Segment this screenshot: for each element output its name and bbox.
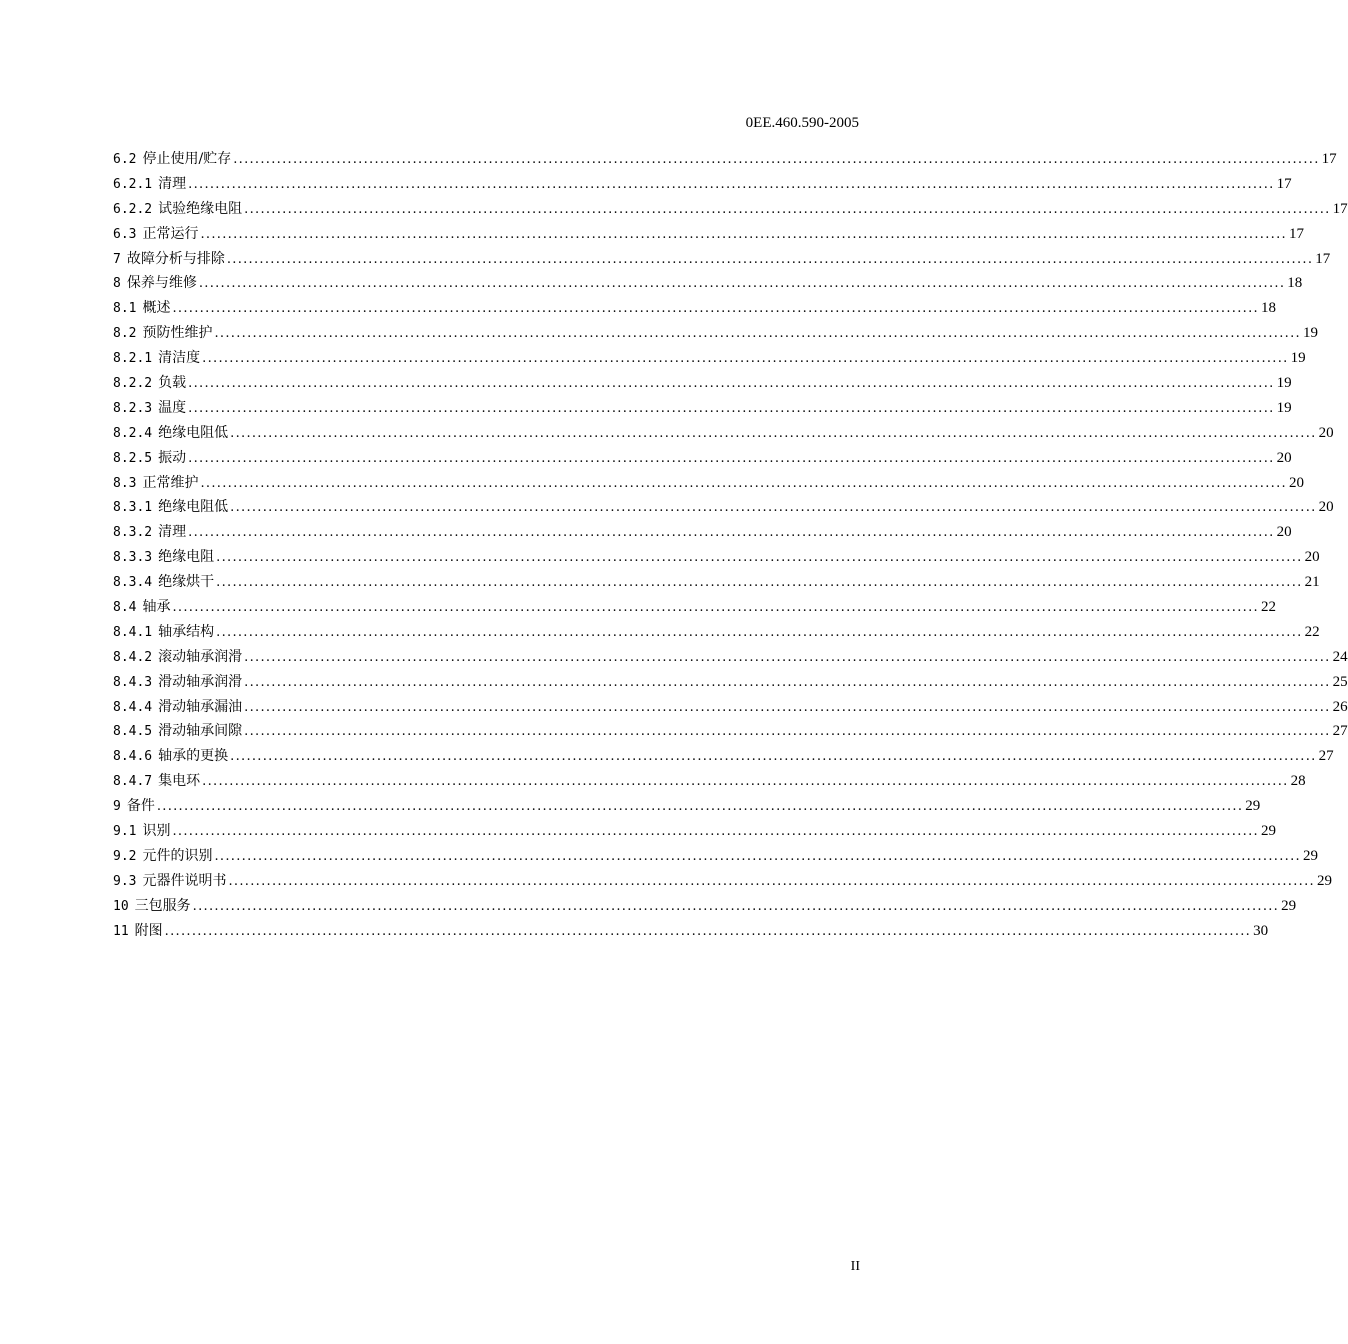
- toc-entry-title: 负载: [158, 375, 187, 392]
- toc-entry-number: 9.1: [113, 824, 137, 840]
- toc-entry-title: 试验绝缘电阻: [158, 200, 243, 217]
- table-of-contents: [113, 148, 1348, 945]
- toc-entry-number: 8.4.4: [113, 699, 153, 715]
- dot-leader: ........................................................................................................................................................................................................: [172, 301, 1259, 317]
- toc-entry-title: 停止使用/贮存: [142, 151, 232, 167]
- toc-entry-number: 8.3.1: [113, 500, 153, 516]
- toc-entry-title: 振动: [158, 449, 187, 466]
- toc-entry-number: 8.3.4: [113, 575, 153, 591]
- toc-entry-number: 9.3: [113, 873, 137, 889]
- dot-leader: ........................................................................................................................................................................................................: [188, 400, 1275, 416]
- toc-entry-number: 8.2.5: [113, 450, 153, 466]
- toc-entry[interactable]: [113, 347, 1306, 372]
- toc-entry[interactable]: [113, 546, 1320, 571]
- toc-entry[interactable]: [113, 272, 1303, 297]
- dot-leader: ........................................................................................................................................................................................................: [188, 176, 1275, 192]
- toc-entry-number: 8.4: [113, 600, 137, 616]
- toc-entry-page: 28: [1290, 773, 1306, 790]
- toc-entry-page: 17: [1276, 175, 1292, 192]
- toc-entry-title: 轴承: [142, 599, 171, 616]
- toc-entry-number: 8.3: [113, 475, 137, 491]
- toc-entry-number: 8.4.5: [113, 724, 153, 740]
- toc-entry-number: 8.4.6: [113, 749, 153, 765]
- toc-entry-page: 29: [1302, 847, 1318, 864]
- dot-leader: ........................................................................................................................................................................................................: [226, 251, 1314, 267]
- dot-leader: ........................................................................................................................................................................................................: [202, 351, 1289, 367]
- toc-entry[interactable]: [113, 472, 1304, 497]
- toc-entry-title: 绝缘电阻低: [158, 424, 229, 441]
- toc-entry-title: 元件的识别: [142, 847, 213, 864]
- toc-entry-number: 9.2: [113, 848, 137, 864]
- toc-entry-title: 轴承结构: [158, 623, 215, 640]
- toc-entry-title: 概述: [142, 300, 171, 317]
- dot-leader: ........................................................................................................................................................................................................: [233, 152, 1320, 167]
- toc-entry[interactable]: [113, 745, 1334, 770]
- dot-leader: ........................................................................................................................................................................................................: [172, 824, 1259, 840]
- toc-entry[interactable]: [113, 646, 1348, 671]
- toc-entry[interactable]: [113, 795, 1261, 820]
- toc-entry-number: 8.2.4: [113, 425, 153, 441]
- toc-entry[interactable]: [113, 920, 1269, 945]
- toc-entry-title: 清理: [158, 175, 187, 192]
- toc-entry[interactable]: [113, 198, 1348, 223]
- toc-entry-page: 19: [1276, 375, 1292, 392]
- toc-entry-page: 22: [1260, 599, 1276, 616]
- page-number: II: [850, 1259, 860, 1274]
- dot-leader: ........................................................................................................................................................................................................: [172, 600, 1259, 616]
- toc-entry-title: 温度: [158, 399, 187, 416]
- toc-entry-title: 备件: [126, 798, 155, 815]
- toc-entry-title: 集电环: [158, 773, 201, 790]
- toc-entry-title: 绝缘电阻低: [158, 499, 229, 516]
- toc-entry-number: 8.1: [113, 301, 137, 317]
- toc-entry[interactable]: [113, 845, 1318, 870]
- dot-leader: ........................................................................................................................................................................................................: [214, 326, 1301, 342]
- toc-entry[interactable]: [113, 720, 1348, 745]
- toc-entry-title: 保养与维修: [126, 275, 197, 292]
- toc-entry[interactable]: [113, 372, 1292, 397]
- toc-entry[interactable]: [113, 621, 1320, 646]
- toc-entry[interactable]: [113, 496, 1334, 521]
- toc-entry[interactable]: [113, 596, 1276, 621]
- toc-entry[interactable]: [113, 223, 1304, 248]
- toc-entry-number: 8.2.3: [113, 400, 153, 416]
- dot-leader: ........................................................................................................................................................................................................: [216, 575, 1303, 591]
- dot-leader: ........................................................................................................................................................................................................: [200, 226, 1287, 242]
- toc-entry-page: 17: [1315, 250, 1331, 267]
- toc-entry-page: 26: [1332, 698, 1348, 715]
- toc-entry[interactable]: [113, 521, 1292, 546]
- toc-entry[interactable]: [113, 770, 1306, 795]
- toc-entry-title: 三包服务: [134, 897, 191, 914]
- toc-entry-number: 7: [113, 251, 121, 267]
- toc-entry-page: 20: [1288, 474, 1304, 491]
- dot-leader: ........................................................................................................................................................................................................: [216, 550, 1303, 566]
- toc-entry-page: 18: [1287, 275, 1303, 292]
- toc-entry-page: 29: [1245, 798, 1261, 815]
- dot-leader: ........................................................................................................................................................................................................: [244, 201, 1331, 217]
- toc-entry[interactable]: [113, 248, 1331, 273]
- dot-leader: ........................................................................................................................................................................................................: [156, 799, 1244, 815]
- toc-entry-page: 18: [1260, 300, 1276, 317]
- toc-entry-page: 27: [1318, 748, 1334, 765]
- toc-entry-number: 6.2: [113, 152, 137, 167]
- toc-entry-title: 绝缘烘干: [158, 574, 215, 591]
- dot-leader: ........................................................................................................................................................................................................: [188, 376, 1275, 392]
- toc-entry-title: 滑动轴承间隙: [158, 723, 243, 740]
- toc-entry-title: 正常维护: [142, 474, 199, 491]
- toc-entry-number: 8.3.2: [113, 525, 153, 541]
- dot-leader: ........................................................................................................................................................................................................: [198, 276, 1286, 292]
- toc-entry[interactable]: [113, 447, 1292, 472]
- toc-entry[interactable]: [113, 422, 1334, 447]
- toc-entry-page: 20: [1318, 499, 1334, 516]
- toc-entry-number: 8.2.2: [113, 376, 153, 392]
- toc-entry-title: 预防性维护: [142, 325, 213, 342]
- toc-entry-number: 8.4.1: [113, 624, 153, 640]
- toc-entry-number: 8.4.7: [113, 774, 153, 790]
- toc-entry[interactable]: [113, 696, 1348, 721]
- toc-entry-number: 8.4.2: [113, 649, 153, 665]
- toc-entry-page: 17: [1288, 225, 1304, 242]
- dot-leader: ........................................................................................................................................................................................................: [202, 774, 1289, 790]
- toc-entry-page: 22: [1304, 623, 1320, 640]
- dot-leader: ........................................................................................................................................................................................................: [188, 525, 1275, 541]
- toc-entry-title: 正常运行: [142, 225, 199, 242]
- toc-entry-number: 6.2.2: [113, 201, 153, 217]
- dot-leader: ........................................................................................................................................................................................................: [214, 848, 1301, 864]
- dot-leader: ........................................................................................................................................................................................................: [188, 450, 1275, 466]
- toc-entry-page: 17: [1321, 151, 1337, 167]
- toc-entry-number: 8.4.3: [113, 674, 153, 690]
- toc-entry[interactable]: [113, 173, 1292, 198]
- toc-entry-page: 20: [1318, 424, 1334, 441]
- toc-entry-page: 29: [1316, 872, 1332, 889]
- toc-entry[interactable]: [113, 671, 1348, 696]
- toc-entry-number: 9: [113, 799, 121, 815]
- toc-entry-title: 清理: [158, 524, 187, 541]
- dot-leader: ........................................................................................................................................................................................................: [216, 624, 1303, 640]
- toc-entry-title: 故障分析与排除: [126, 250, 225, 267]
- toc-entry-page: 29: [1281, 897, 1297, 914]
- dot-leader: ........................................................................................................................................................................................................: [244, 674, 1331, 690]
- toc-entry-number: 11: [113, 923, 129, 939]
- dot-leader: ........................................................................................................................................................................................................: [244, 699, 1331, 715]
- toc-entry[interactable]: [113, 895, 1297, 920]
- toc-entry-title: 滑动轴承漏油: [158, 698, 243, 715]
- toc-entry-page: 19: [1290, 350, 1306, 367]
- toc-entry-page: 19: [1302, 325, 1318, 342]
- toc-entry-page: 20: [1276, 524, 1292, 541]
- toc-entry-number: 6.3: [113, 226, 137, 242]
- toc-entry-page: 25: [1332, 673, 1348, 690]
- toc-entry-page: 29: [1260, 823, 1276, 840]
- toc-entry-page: 20: [1276, 449, 1292, 466]
- toc-entry[interactable]: [113, 297, 1276, 322]
- toc-entry-title: 滑动轴承润滑: [158, 673, 243, 690]
- toc-entry-number: 8.2.1: [113, 351, 153, 367]
- toc-entry-page: 19: [1276, 399, 1292, 416]
- toc-entry-number: 6.2.1: [113, 176, 153, 192]
- toc-entry-number: 8: [113, 276, 121, 292]
- toc-entry-title: 绝缘电阻: [158, 549, 215, 566]
- toc-entry[interactable]: [113, 148, 1337, 173]
- toc-entry-page: 27: [1332, 723, 1348, 740]
- toc-entry-title: 轴承的更换: [158, 748, 229, 765]
- toc-entry-page: 21: [1304, 574, 1320, 591]
- dot-leader: ........................................................................................................................................................................................................: [230, 749, 1317, 765]
- toc-entry-page: 30: [1253, 922, 1269, 939]
- toc-entry-title: 滚动轴承润滑: [158, 648, 243, 665]
- toc-entry-page: 20: [1304, 549, 1320, 566]
- toc-entry-page: 17: [1332, 200, 1348, 217]
- toc-entry-title: 清洁度: [158, 350, 201, 367]
- toc-entry-title: 附图: [134, 922, 163, 939]
- dot-leader: ........................................................................................................................................................................................................: [230, 500, 1317, 516]
- toc-entry[interactable]: [113, 571, 1320, 596]
- toc-entry-number: 10: [113, 898, 129, 914]
- dot-leader: ........................................................................................................................................................................................................: [200, 475, 1287, 491]
- dot-leader: ........................................................................................................................................................................................................: [230, 425, 1317, 441]
- toc-entry-title: 识别: [142, 823, 171, 840]
- dot-leader: ........................................................................................................................................................................................................: [164, 923, 1252, 939]
- dot-leader: ........................................................................................................................................................................................................: [244, 724, 1331, 740]
- toc-entry-number: 8.2: [113, 326, 137, 342]
- document-code: 0EE.460.590-2005: [745, 115, 859, 131]
- toc-entry-number: 8.3.3: [113, 550, 153, 566]
- toc-entry-title: 元器件说明书: [142, 872, 227, 889]
- toc-entry[interactable]: [113, 322, 1318, 347]
- toc-entry[interactable]: [113, 870, 1332, 895]
- dot-leader: ........................................................................................................................................................................................................: [228, 873, 1315, 889]
- toc-entry[interactable]: [113, 820, 1276, 845]
- toc-entry[interactable]: [113, 397, 1292, 422]
- dot-leader: ........................................................................................................................................................................................................: [192, 898, 1280, 914]
- toc-entry-page: 24: [1332, 648, 1348, 665]
- dot-leader: ........................................................................................................................................................................................................: [244, 649, 1331, 665]
